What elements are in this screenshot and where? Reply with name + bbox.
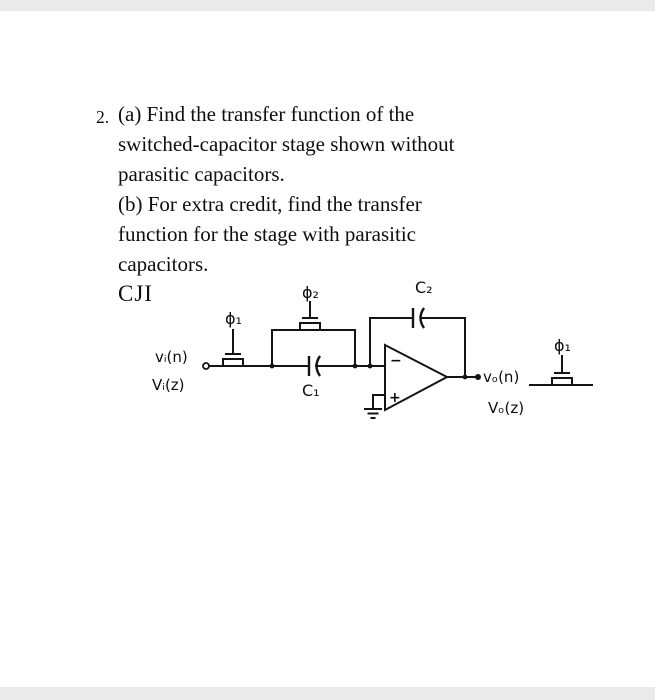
- bottom-scan-strip: [0, 687, 655, 700]
- phi2-switch-icon: [300, 302, 320, 330]
- phi2-branch-wires: [272, 330, 355, 366]
- problem-line: (a) Find the transfer function of the: [118, 102, 415, 126]
- circuit-diagram: [130, 272, 620, 442]
- opamp-noninverting-sign: +: [389, 390, 401, 406]
- opamp-icon: [385, 345, 447, 410]
- problem-line: (b) For extra credit, find the transfer: [118, 192, 422, 216]
- junction-dot: [353, 364, 358, 369]
- input-voltage-label: vᵢ(n): [155, 348, 188, 366]
- phi1-right-label: ϕ₁: [554, 336, 571, 355]
- ground-icon: [365, 395, 385, 418]
- output-z-label: Vₒ(z): [488, 399, 525, 417]
- problem-line: switched-capacitor stage shown without: [118, 132, 455, 156]
- phi1-left-label: ϕ₁: [225, 309, 242, 328]
- problem-line: function for the stage with parasitic: [118, 222, 416, 246]
- phi1-input-switch-icon: [223, 330, 243, 366]
- cropped-text: CJI: [118, 281, 153, 306]
- phi1-output-switch-icon: [552, 356, 572, 385]
- input-z-label: Vᵢ(z): [152, 376, 185, 394]
- c2-label: C₂: [415, 278, 433, 297]
- junction-dot: [270, 364, 275, 369]
- problem-line: parasitic capacitors.: [118, 162, 285, 186]
- junction-dot: [463, 375, 468, 380]
- phi2-label: ϕ₂: [302, 283, 319, 302]
- output-voltage-label: vₒ(n): [483, 368, 520, 386]
- opamp-inverting-sign: −: [390, 353, 402, 369]
- c1-label: C₁: [302, 381, 320, 400]
- junction-dot: [368, 364, 373, 369]
- output-terminal: [475, 374, 481, 380]
- top-scan-strip: [0, 0, 655, 11]
- problem-line: capacitors.: [118, 252, 209, 276]
- problem-number: 2.: [96, 107, 110, 127]
